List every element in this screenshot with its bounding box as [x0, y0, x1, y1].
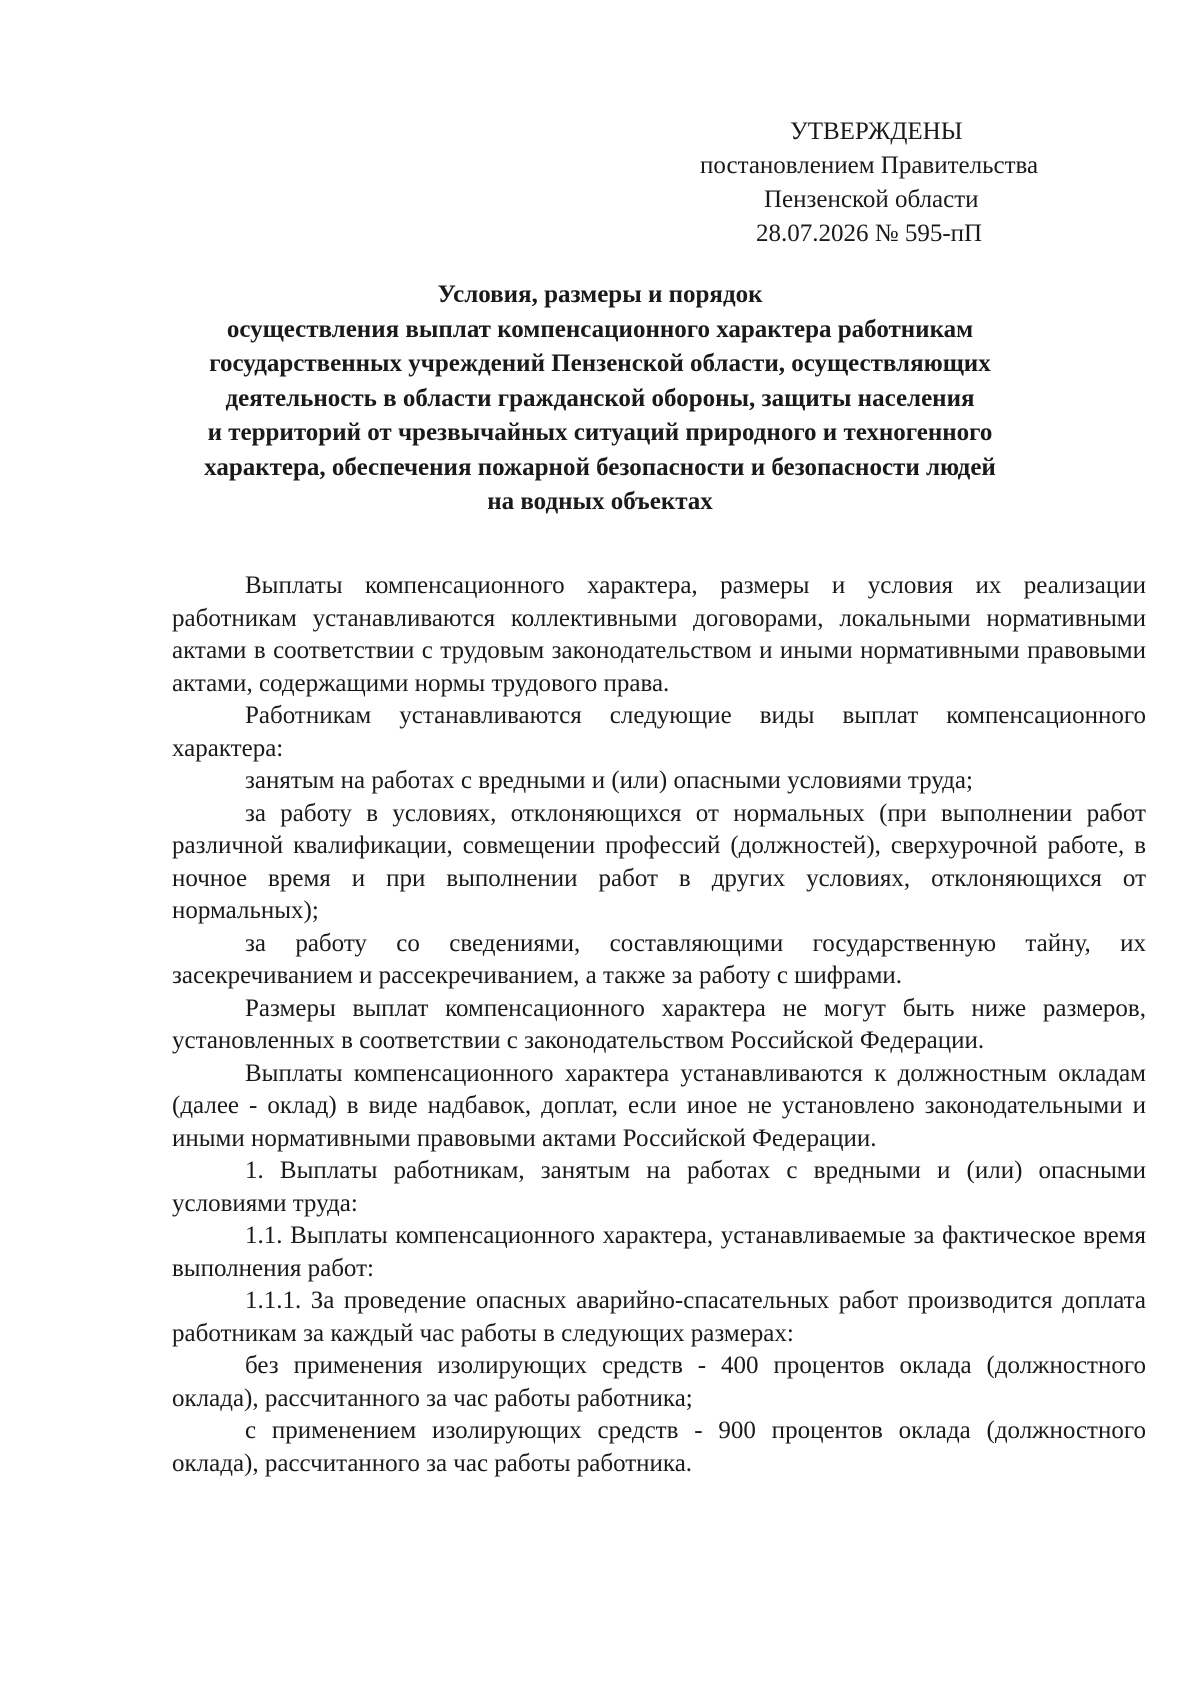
title-line: Условия, размеры и порядок: [437, 281, 763, 308]
paragraph: 1. Выплаты работникам, занятым на работах с вредными и (или) опасными условиями труда:: [172, 1157, 1146, 1217]
paragraph: Размеры выплат компенсационного характера не могут быть ниже размеров, установленных в соответствии с законодательством Российской Федерации.: [172, 994, 1146, 1054]
approval-heading: УТВЕРЖДЕНЫ: [790, 118, 963, 145]
approval-date-number: 28.07.2026 № 595-пП: [756, 220, 983, 247]
approval-resolution-line: постановлением Правительства: [700, 152, 1039, 179]
paragraph: с применением изолирующих средств - 900 процентов оклада (должностного оклада), рассчитанного за час работы работника.: [172, 1417, 1146, 1477]
title-line: на водных объектах: [487, 488, 713, 515]
paragraph: 1.1.1. За проведение опасных аварийно-спасательных работ производится доплата работникам за каждый час работы в следующих размерах:: [172, 1287, 1146, 1347]
document-title: [175, 278, 1025, 520]
approval-stamp: [700, 115, 1160, 251]
title-line: и территорий от чрезвычайных ситуаций природного и техногенного: [207, 419, 993, 446]
paragraph: Выплаты компенсационного характера устанавливаются к должностным окладам (далее - оклад) в виде надбавок, доплат, если иное не установлено законодательными и иными нормативными правовыми актами Российской Федерации.: [172, 1059, 1146, 1152]
paragraph: Выплаты компенсационного характера, размеры и условия их реализации работникам устанавливаются коллективными договорами, локальными нормативными актами в соответствии с трудовым законодательством и иными нормативными правовыми актами, содержащими нормы трудового права.: [172, 572, 1146, 697]
paragraph: 1.1. Выплаты компенсационного характера, устанавливаемые за фактическое время выполнения работ:: [172, 1222, 1146, 1282]
title-line: осуществления выплат компенсационного характера работникам: [226, 315, 974, 343]
paragraph: за работу в условиях, отклоняющихся от нормальных (при выполнении работ различной квалификации, совмещении профессий (должностей), сверхурочной работе, в ночное время и при выполнении работ в других условиях, отклоняющихся от нормальных);: [172, 799, 1146, 924]
title-line: деятельность в области гражданской обороны, защиты населения: [225, 384, 975, 412]
title-line: характера, обеспечения пожарной безопасности и безопасности людей: [204, 453, 996, 481]
document-body: [172, 570, 1146, 1480]
paragraph: без применения изолирующих средств - 400 процентов оклада (должностного оклада), рассчитанного за час работы работника;: [172, 1352, 1146, 1412]
paragraph: занятым на работах с вредными и (или) опасными условиями труда;: [245, 767, 973, 794]
paragraph: за работу со сведениями, составляющими государственную тайну, их засекречиванием и рассекречиванием, а также за работу с шифрами.: [172, 929, 1146, 989]
title-line: государственных учреждений Пензенской области, осуществляющих: [209, 350, 991, 377]
approval-region-line: Пензенской области: [764, 186, 979, 213]
paragraph: Работникам устанавливаются следующие виды выплат компенсационного характера:: [172, 702, 1146, 762]
